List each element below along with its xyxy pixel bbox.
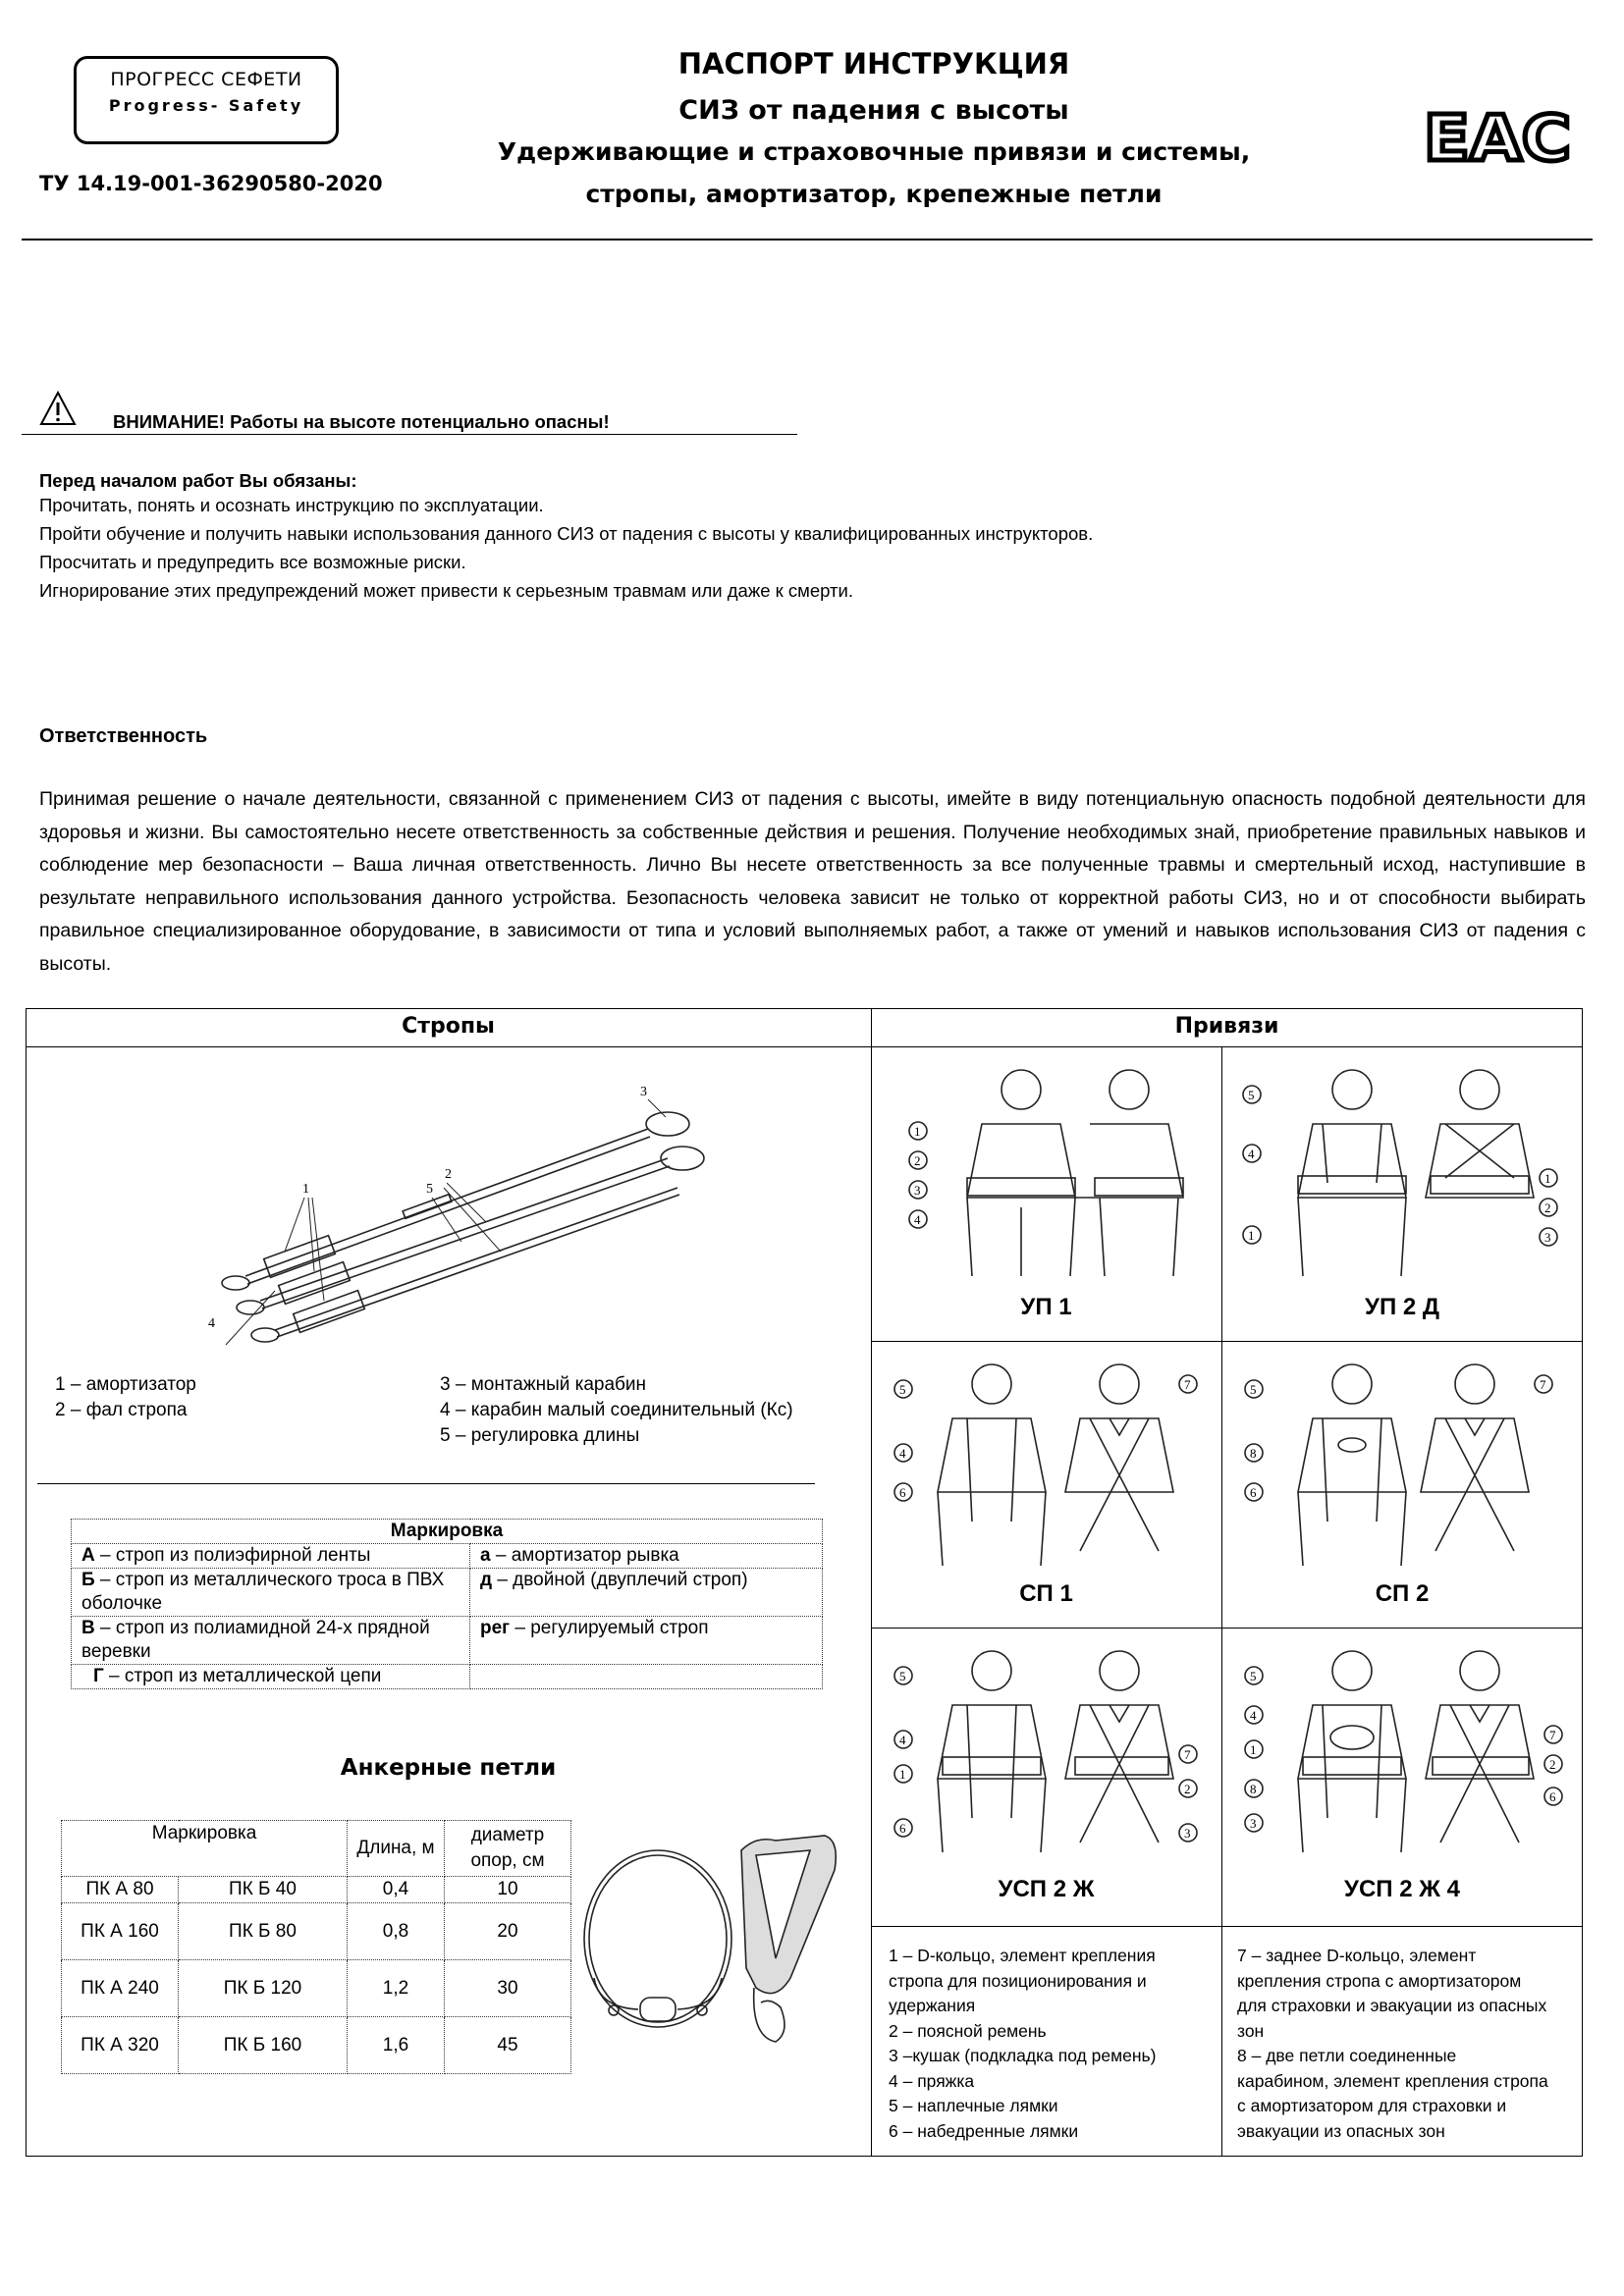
legend-line: 6 – набедренные лямки [889, 2120, 1079, 2141]
anchors-heading: Анкерные петли [340, 1755, 557, 1781]
callout-number: 3 [1544, 1230, 1551, 1245]
legend-line: 3 –кушак (подкладка под ремень) [889, 2046, 1157, 2065]
legend-line: удержания [889, 1996, 976, 2015]
callout-number: 8 [1250, 1782, 1257, 1796]
anchors-table [61, 1820, 571, 2074]
sling-legend-right [440, 1372, 813, 1449]
callout-number: 8 [1250, 1446, 1257, 1461]
doc-title: ПАСПОРТ ИНСТРУКЦИЯ [677, 47, 1070, 80]
callout-number: 5 [899, 1382, 906, 1397]
legend-line: 8 – две петли соединенные [1237, 2046, 1457, 2065]
harness-heading: Привязи [1174, 1014, 1279, 1039]
callout-number: 2 [1184, 1782, 1191, 1796]
responsibility-text: Принимая решение о начале деятельности, связанной с применением СИЗ от падения с высоты, имейте в виду потенциальную опасность подобной деятельности для здоровья и жизни. Вы самостоятельно несете ответственность за собственные действия и решения. Получение необходимых знай, приобретение правильных навыков и соблюдение мер безопасности – Ваша личная ответственность. Лично Вы несете ответственность за все полученные травмы и смертельный исход, наступившие в результате неправильного использования данного устройства. Безопасность человека зависит не только от корректной работы СИЗ, но и от способности выбирать правильное специализированное оборудование, в зависимости от типа и условий выполняемых работ, а также от умений и навыков использования СИЗ от падения с высоты. [39, 788, 1586, 975]
table-row: ПК А 160 ПК Б 80 0,8 20 [62, 1903, 571, 1960]
anchor-loop-drawing [579, 1831, 844, 2066]
callout-number: 1 [914, 1124, 921, 1139]
eac-mark [1422, 111, 1574, 165]
legend-line: с амортизатором для страховки и [1237, 2096, 1507, 2115]
sling-callout: 2 [445, 1167, 452, 1182]
legend-line: зон [1237, 2020, 1265, 2041]
callout-number: 2 [914, 1153, 921, 1168]
anchors-col-len: Длина, м [348, 1821, 445, 1877]
marking-title: Маркировка [72, 1520, 823, 1544]
harness-caption: УП 2 Д [1365, 1294, 1439, 1320]
callout-number: 6 [1250, 1485, 1257, 1500]
legend-line: 2 – поясной ремень [889, 2020, 1047, 2041]
callout-number: 2 [1549, 1757, 1556, 1772]
doc-subtitle-3: стропы, амортизатор, крепежные петли [585, 180, 1163, 208]
before-work-heading: Перед началом работ Вы обязаны: [39, 470, 357, 491]
company-logo [74, 56, 339, 144]
harness-caption: УП 1 [1020, 1294, 1072, 1320]
callout-number: 5 [1250, 1669, 1257, 1683]
sling-legend-item: 3 – монтажный карабин [440, 1374, 647, 1395]
sling-callout: 1 [302, 1182, 309, 1197]
logo-line2: Progress- Safety [108, 96, 304, 115]
harness-legend-left [889, 1944, 1218, 2144]
callout-number: 5 [1248, 1088, 1255, 1102]
doc-subtitle-2: Удерживающие и страховочные привязи и системы, [497, 137, 1251, 166]
harness-figure-up1 [874, 1050, 1218, 1308]
callout-number: 1 [899, 1767, 906, 1782]
callout-number: 1 [1250, 1742, 1257, 1757]
harness-caption: УСП 2 Ж [998, 1876, 1095, 1902]
callout-number: 3 [914, 1183, 921, 1198]
callout-number: 3 [1184, 1826, 1191, 1841]
callout-number: 5 [1250, 1382, 1257, 1397]
sling-legend-item: 2 – фал стропа [55, 1400, 188, 1420]
sling-drawing [187, 1070, 717, 1364]
eac-text: EAC [1424, 111, 1571, 165]
harness-grid-hrule [871, 1341, 1583, 1342]
logo-line1: ПРОГРЕСС СЕФЕТИ [110, 69, 302, 90]
warning-text: ВНИМАНИЕ! Работы на высоте потенциально опасны! [113, 411, 610, 432]
harness-caption: УСП 2 Ж 4 [1344, 1876, 1460, 1902]
table-row: ПК А 80 ПК Б 40 0,4 10 [62, 1877, 571, 1903]
callout-number: 5 [899, 1669, 906, 1683]
callout-number: 3 [1250, 1816, 1257, 1831]
harness-legend-right [1237, 1944, 1576, 2144]
callout-number: 6 [1549, 1789, 1556, 1804]
harness-figure-usp2zh [874, 1631, 1218, 1877]
table-row: Г – строп из металлической цепи [72, 1665, 823, 1689]
sling-legend-left [55, 1372, 428, 1423]
before-work-line: Игнорирование этих предупреждений может привести к серьезным травмам или даже к смерти. [39, 580, 853, 601]
harness-grid-hrule [871, 1628, 1583, 1629]
callout-number: 4 [899, 1733, 906, 1747]
callout-number: 6 [899, 1821, 906, 1836]
before-work-list [39, 491, 1093, 605]
callout-number: 4 [1248, 1147, 1255, 1161]
callout-number: 4 [1250, 1708, 1257, 1723]
legend-line: крепления стропа с амортизатором [1237, 1970, 1522, 1991]
table-row: А – строп из полиэфирной ленты а – амортизатор рывка [72, 1544, 823, 1569]
doc-subtitle: СИЗ от падения с высоты [678, 95, 1069, 126]
legend-line: 1 – D-кольцо, элемент крепления [889, 1946, 1156, 1965]
legend-line: эвакуации из опасных зон [1237, 2120, 1445, 2141]
legend-line: 4 – пряжка [889, 2070, 975, 2091]
header-rule [22, 239, 1593, 240]
warning-rule [22, 434, 797, 435]
table-row: ПК А 240 ПК Б 120 1,2 30 [62, 1960, 571, 2017]
table-row: Б – строп из металлического троса в ПВХ оболочке д – двойной (двуплечий строп) [72, 1569, 823, 1617]
legend-line: 7 – заднее D-кольцо, элемент [1237, 1946, 1477, 1965]
before-work-line: Прочитать, понять и осознать инструкцию по эксплуатации. [39, 495, 544, 515]
callout-number: 1 [1544, 1171, 1551, 1186]
slings-heading: Стропы [402, 1014, 495, 1039]
callout-number: 7 [1184, 1747, 1191, 1762]
table-row: В – строп из полиамидной 24-х прядной веревки рег – регулируемый строп [72, 1617, 823, 1665]
callout-number: 2 [1544, 1201, 1551, 1215]
before-work-line: Просчитать и предупредить все возможные риски. [39, 552, 466, 572]
anchors-col-mark: Маркировка [62, 1821, 348, 1877]
harness-grid-hrule [871, 1926, 1583, 1927]
callout-number: 4 [914, 1212, 921, 1227]
sling-callout: 3 [640, 1085, 647, 1099]
sling-legend-item: 5 – регулировка длины [440, 1425, 640, 1446]
anchors-col-diam: диаметр опор, см [445, 1821, 571, 1877]
callout-number: 7 [1540, 1377, 1546, 1392]
callout-number: 7 [1184, 1377, 1191, 1392]
harness-figure-up2d [1224, 1050, 1580, 1308]
legend-line: 5 – наплечные лямки [889, 2096, 1058, 2115]
sling-callout: 5 [426, 1182, 433, 1197]
harness-figure-sp1 [874, 1345, 1218, 1580]
main-table-header-rule [26, 1046, 1583, 1047]
callout-number: 7 [1549, 1728, 1556, 1742]
sling-callout: 4 [208, 1316, 215, 1331]
legend-line: карабином, элемент крепления стропа [1237, 2070, 1548, 2091]
marking-table [71, 1519, 823, 1689]
harness-figure-usp2zh4 [1224, 1631, 1580, 1877]
sling-legend-item: 1 – амортизатор [55, 1374, 196, 1395]
callout-number: 6 [899, 1485, 906, 1500]
harness-figure-sp2 [1224, 1345, 1580, 1580]
sling-legend-rule [37, 1483, 815, 1484]
legend-line: для страховки и эвакуации из опасных [1237, 1996, 1547, 2015]
legend-line: стропа для позиционирования и [889, 1970, 1147, 1991]
table-row: ПК А 320 ПК Б 160 1,6 45 [62, 2017, 571, 2074]
warning-icon [39, 390, 77, 427]
tu-code: ТУ 14.19-001-36290580-2020 [39, 172, 383, 195]
harness-caption: СП 1 [1019, 1580, 1073, 1607]
sling-legend-item: 4 – карабин малый соединительный (Кс) [440, 1400, 793, 1420]
responsibility-heading: Ответственность [39, 725, 208, 747]
before-work-line: Пройти обучение и получить навыки использования данного СИЗ от падения с высоты у квалифицированных инструкторов. [39, 523, 1094, 544]
callout-number: 4 [899, 1446, 906, 1461]
callout-number: 1 [1248, 1228, 1255, 1243]
harness-caption: СП 2 [1375, 1580, 1430, 1607]
